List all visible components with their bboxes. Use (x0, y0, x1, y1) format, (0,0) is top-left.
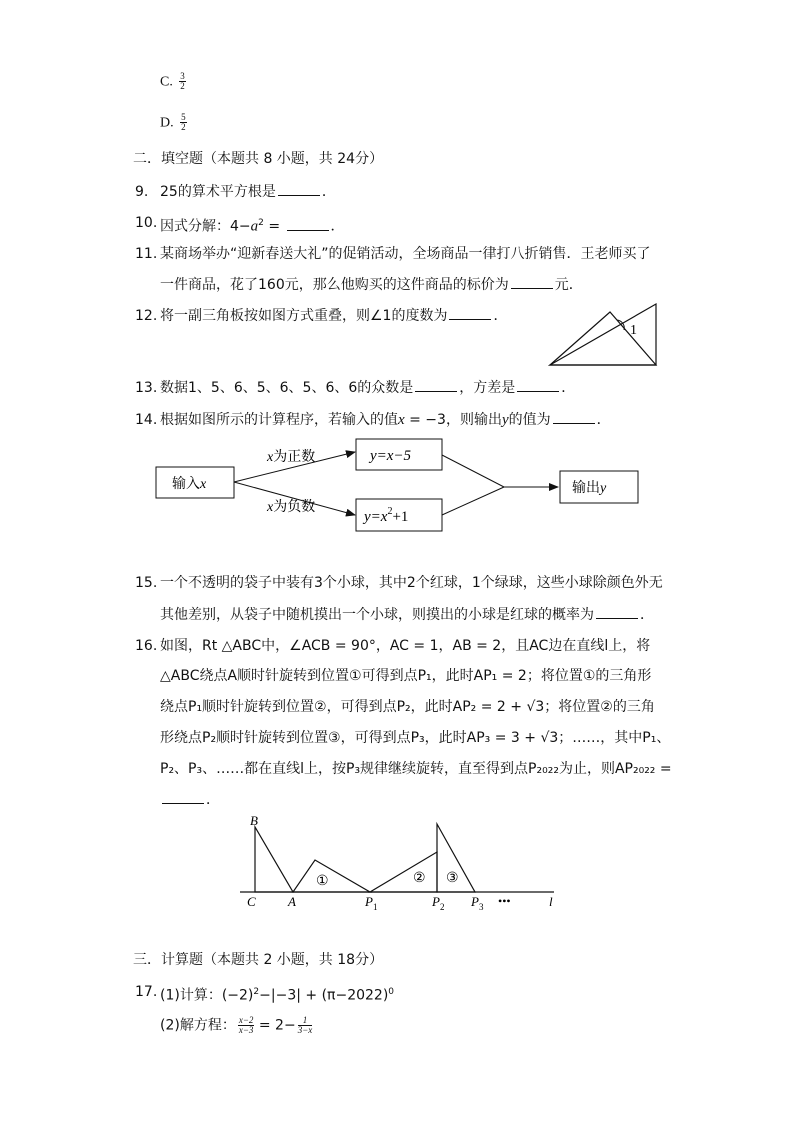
q16-answer-line: ． (160, 791, 220, 809)
q13-text: 数据1、5、6、5、6、5、6、6的众数是 ，方差是 ． (160, 380, 576, 396)
q14-output-label: 输出y (572, 481, 607, 496)
q12-text: 将一副三角板按如图方式重叠，则∠1的度数为 ． (160, 308, 508, 324)
q15-number: 15. (135, 575, 158, 591)
q17-fraction-1: $\frac{x-2}{x-3}$ (238, 1015, 254, 1035)
q16-label-b: B (250, 813, 258, 828)
q13-blank-mode[interactable] (415, 379, 457, 392)
q13-number: 13. (135, 380, 158, 396)
q17-part1: (1)计算：$(-2)^2-|-3| + (\pi-2022)^0$ (160, 987, 395, 1004)
q14-negative-label: x为负数 (267, 500, 316, 515)
q14-number: 14. (135, 412, 158, 428)
choice-d-letter: D. (160, 115, 174, 131)
q16-line1: 如图，Rt △ABC中，∠ACB = 90°，AC = 1，AB = 2，且AC边在直线l上，将 (160, 638, 651, 654)
q16-triangle-abc (255, 827, 293, 892)
choice-d (160, 113, 187, 133)
q13-blank-variance[interactable] (517, 379, 559, 392)
q14-flowchart (150, 435, 650, 535)
q16-position-2: ② (413, 871, 426, 886)
q14-text: 根据如图所示的计算程序，若输入的值x = −3，则输出y的值为 ． (160, 412, 611, 428)
q12-triangle-large (550, 304, 656, 365)
q16-label-p1: $P_1$ (365, 894, 378, 910)
q16-number: 16. (135, 638, 158, 654)
q14-merge-lower (442, 487, 504, 515)
choice-c (160, 72, 186, 92)
q16-position-1: ① (316, 874, 329, 889)
q15-line2: 其他差别，从袋子中随机摸出一个小球，则摸出的小球是红球的概率为 ． (160, 607, 654, 623)
q11-number: 11. (135, 246, 158, 262)
q14-merge-upper (442, 455, 504, 487)
q17-number: 17. (135, 984, 158, 1000)
q16-triangle-1 (293, 860, 370, 892)
q14-positive-label: x为正数 (267, 450, 316, 465)
q9-number: 9. (135, 184, 149, 200)
section-3-title: 三．计算题（本题共 2 小题，共 18分） (133, 952, 384, 968)
q11-line1: 某商场举办“迎新春送大礼”的促销活动，全场商品一律打八折销售．王老师买了 (160, 246, 651, 262)
q16-line5: P₂、P₃、……都在直线l上，按P₃规律继续旋转，直至得到点P₂₀₂₂为止，则AP₂₀₂₂ = (160, 761, 672, 777)
q10-number: 10. (135, 215, 158, 231)
q15-line1: 一个不透明的袋子中装有3个小球，其中2个红球，1个绿球，这些小球除颜色外无 (160, 575, 663, 591)
choice-c-fraction: $\frac{3}{2}$ (180, 71, 185, 91)
q14-box-negative-label: $y=x^2+1$ (364, 506, 409, 525)
q11-blank[interactable] (511, 276, 553, 289)
q10-blank[interactable] (287, 218, 329, 231)
q14-blank[interactable] (553, 411, 595, 424)
q16-position-3: ③ (446, 871, 459, 886)
q14-box-positive-label: y=x−5 (370, 448, 412, 464)
q15-blank[interactable] (596, 606, 638, 619)
q12-angle-label: 1 (630, 323, 637, 338)
q12-blank[interactable] (449, 307, 491, 320)
q12-triangle-figure (548, 300, 660, 370)
q9-text: 25的算术平方根是 ． (160, 184, 336, 200)
q16-line2: △ABC绕点A顺时针旋转到位置①可得到点P₁，此时AP₁ = 2；将位置①的三角形 (160, 668, 652, 684)
q10-text: 因式分解：$4-a^2$ = ． (160, 218, 345, 235)
q17-fraction-2: $\frac{1}{3-x}$ (297, 1015, 313, 1035)
q17-part2: (2)解方程： $\frac{x-2}{x-3}$ = 2− $\frac{1}{3-x}$ (160, 1015, 313, 1035)
q16-rotation-figure (236, 810, 566, 910)
q12-number: 12. (135, 308, 158, 324)
q11-line2: 一件商品，花了160元，那么他购买的这件商品的标价为 元． (160, 277, 583, 293)
section-2-title: 二．填空题（本题共 8 小题，共 24分） (133, 151, 384, 167)
q12-triangle-small (550, 312, 656, 365)
q16-label-c: C (247, 894, 256, 909)
q16-label-p2: $P_2$ (432, 894, 445, 910)
choice-d-fraction: $\frac{5}{2}$ (181, 112, 186, 132)
q16-label-p3: $P_3$ (471, 894, 484, 910)
q16-dots: ••• (498, 894, 511, 908)
q14-input-label: 输入x (172, 477, 207, 492)
choice-c-letter: C. (160, 74, 173, 90)
q16-label-l: l (549, 894, 553, 909)
q16-line4: 形绕点P₂顺时针旋转到位置③，可得到点P₃，此时AP₃ = 3 + √3；……，其中P₁、 (160, 730, 671, 746)
q16-triangle-2 (370, 852, 437, 892)
q16-label-a: A (288, 894, 296, 909)
q9-blank[interactable] (278, 183, 320, 196)
q16-blank[interactable] (162, 791, 204, 804)
q16-line3: 绕点P₁顺时针旋转到位置②，可得到点P₂，此时AP₂ = 2 + √3；将位置②的三角 (160, 699, 655, 715)
